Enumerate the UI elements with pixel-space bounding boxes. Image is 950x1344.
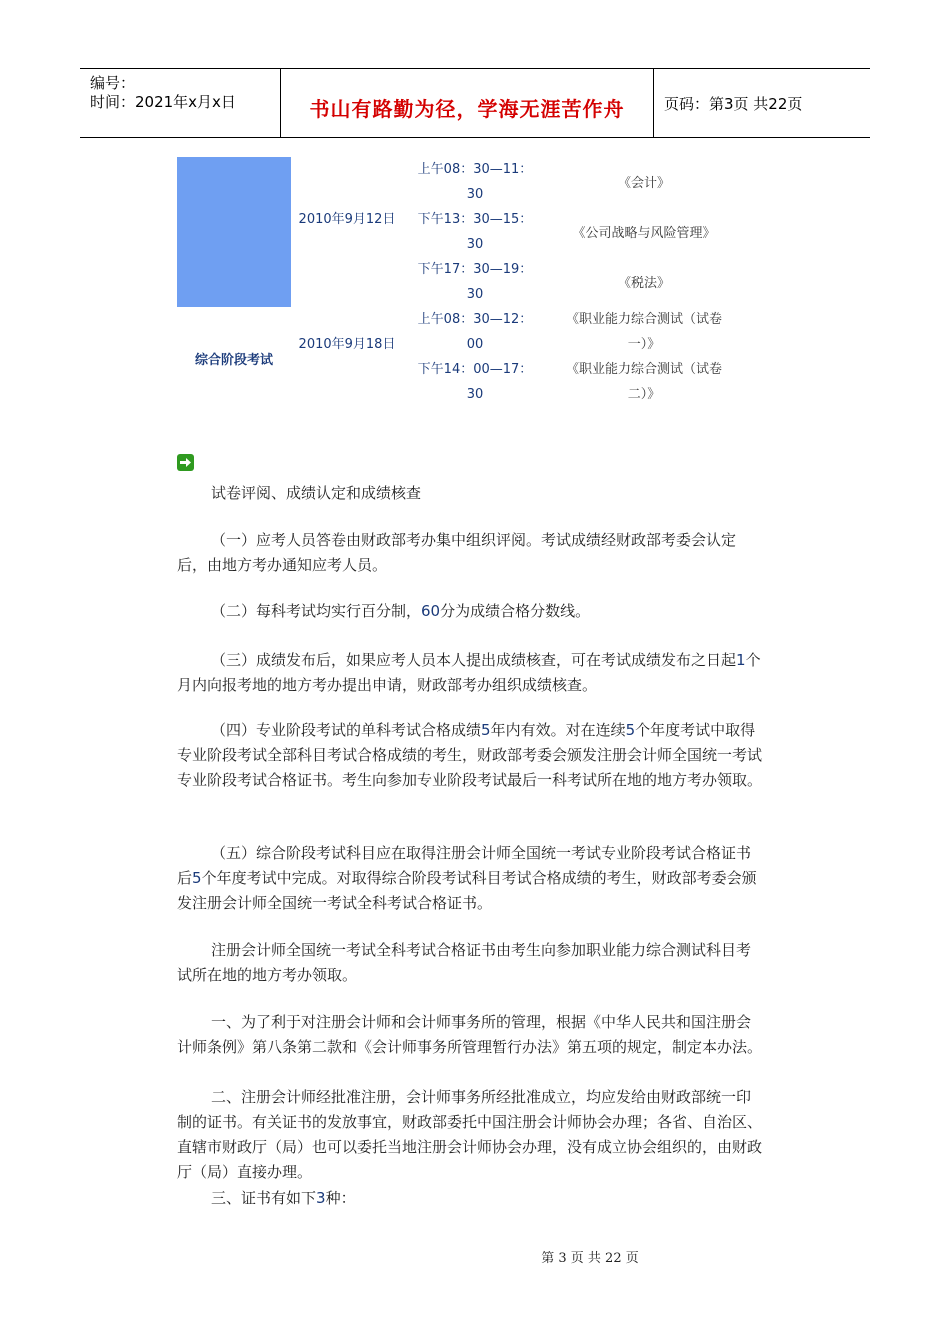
session-subject-4: 《职业能力综合测试（试卷一）》 xyxy=(565,312,722,352)
session-time-2: 下午13：30—15：30 xyxy=(417,212,533,252)
session-subject-1: 《会计》 xyxy=(617,176,670,191)
paragraph-2: （二）每科考试均实行百分制，60分为成绩合格分数线。 xyxy=(211,602,591,620)
header-page-number: 页码：第3页 共22页 xyxy=(664,95,803,113)
header-motto-cell xyxy=(281,69,654,137)
table-highlight-cell xyxy=(177,157,291,307)
exam-date-2: 2010年9月18日 xyxy=(298,337,396,352)
document-time-label: 时间：2021年x月x日 xyxy=(90,93,236,111)
session-time-4: 上午08：30—12：00 xyxy=(417,312,533,352)
arrow-right-icon xyxy=(177,454,194,471)
session-time-5: 下午14：00—17：30 xyxy=(417,362,533,402)
page-footer: 第 3 页 共 22 页 xyxy=(541,1251,639,1266)
stage-label: 综合阶段考试 xyxy=(194,353,273,368)
paragraph-9: 三、证书有如下3种： xyxy=(211,1189,356,1207)
paragraph-6: 注册会计师全国统一考试全科考试合格证书由考生向参加职业能力综合测试科目考试所在地的地方考办领取。 xyxy=(177,941,752,984)
paragraph-7: 一、为了利于对注册会计师和会计师事务所的管理，根据《中华人民共和国注册会计师条例》第八条第二款和《会计师事务所管理暂行办法》第五项的规定，制定本办法。 xyxy=(177,1013,763,1056)
header-page-cell xyxy=(654,69,870,137)
page-header xyxy=(80,68,870,138)
paragraph-3: （三）成绩发布后，如果应考人员本人提出成绩核查，可在考试成绩发布之日起1个月内向报考地的地方考办提出申请，财政部考办组织成绩核查。 xyxy=(177,651,761,694)
header-info-cell xyxy=(80,69,281,137)
header-motto: 书山有路勤为径，学海无涯苦作舟 xyxy=(309,97,625,121)
document-number-label: 编号： xyxy=(90,74,136,92)
paragraph-5: （五）综合阶段考试科目应在取得注册会计师全国统一考试专业阶段考试合格证书后5个年度考试中完成。对取得综合阶段考试科目考试合格成绩的考生，财政部考委会颁发注册会计师全国统一考试全科考试合格证书。 xyxy=(177,844,757,912)
section-title: 试卷评阅、成绩认定和成绩核查 xyxy=(211,484,422,502)
session-subject-5: 《职业能力综合测试（试卷二）》 xyxy=(565,362,722,402)
paragraph-4: （四）专业阶段考试的单科考试合格成绩5年内有效。对在连续5个年度考试中取得专业阶段考试全部科目考试合格成绩的考生，财政部考委会颁发注册会计师全国统一考试专业阶段考试合格证书。考生向参加专业阶段考试最后一科考试所在地的地方考办领取。 xyxy=(177,721,763,789)
session-time-3: 下午17：30—19：30 xyxy=(417,262,533,302)
session-subject-2: 《公司战略与风险管理》 xyxy=(572,226,716,241)
session-time-1: 上午08：30—11：30 xyxy=(417,162,533,202)
paragraph-1: （一）应考人员答卷由财政部考办集中组织评阅。考试成绩经财政部考委会认定后，由地方考办通知应考人员。 xyxy=(177,531,737,574)
exam-date-1: 2010年9月12日 xyxy=(298,212,396,227)
session-subject-3: 《税法》 xyxy=(617,276,670,291)
paragraph-8: 二、注册会计师经批准注册，会计师事务所经批准成立，均应发给由财政部统一印制的证书。有关证书的发放事宜，财政部委托中国注册会计师协会办理；各省、自治区、直辖市财政厅（局）也可以委托当地注册会计师协会办理，没有成立协会组织的，由财政厅（局）直接办理。 xyxy=(177,1088,763,1181)
